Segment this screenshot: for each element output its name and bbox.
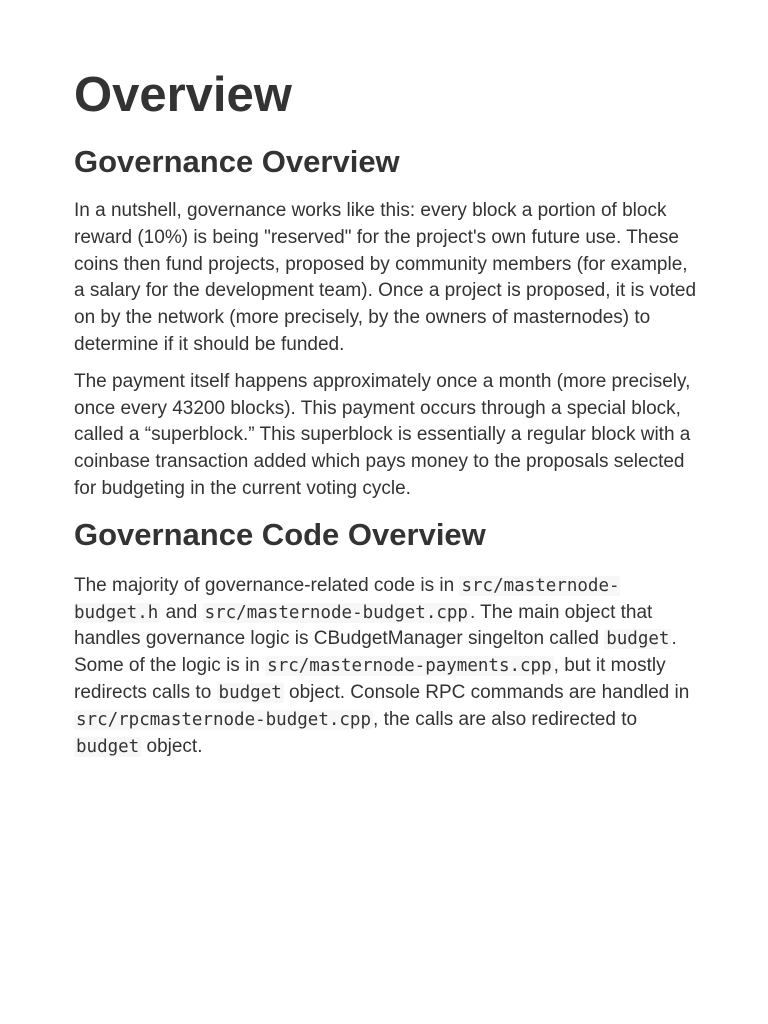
governance-code-overview-paragraph <box>74 573 698 761</box>
text-segment: , the calls are also redirected to <box>373 708 638 730</box>
page-title: Overview <box>74 68 292 122</box>
text-segment: . Some of the logic is in <box>74 628 677 677</box>
text-segment: and <box>160 601 203 623</box>
code-budget: budget <box>76 736 140 757</box>
code-budget: budget <box>606 629 670 650</box>
governance-overview-heading: Governance Overview <box>74 144 400 179</box>
text-segment: . The main object that handles governance logic is CBudgetManager singelton called <box>74 601 653 650</box>
code-masternode-budget-cpp: src/masternode-budget.cpp <box>204 602 468 623</box>
code-masternode-budget-h: src/masternode-budget.h <box>74 575 620 623</box>
text-segment: object. Console RPC commands are handled in <box>283 681 690 703</box>
text-segment: , but it mostly redirects calls to <box>74 655 666 703</box>
text-segment: The majority of governance-related code is in <box>74 574 460 596</box>
governance-overview-paragraph-2: The payment itself happens approximately once a month (more precisely, once every 43200 blocks). This payment occurs through a special block, called a “superblock.” This superblock is essentially a regular block with a coinbase transaction added which pays money to the proposals selected for budgeting in the current voting cycle. <box>74 370 691 499</box>
code-masternode-payments-cpp: src/masternode-payments.cpp <box>267 656 552 677</box>
code-budget: budget <box>218 682 282 703</box>
governance-code-overview-heading: Governance Code Overview <box>74 516 486 552</box>
text-segment: object. <box>141 735 203 757</box>
governance-overview-paragraph-1: In a nutshell, governance works like this: every block a portion of block reward (10%) is being "reserved" for the project's own future use. These coins then fund projects, proposed by community members (for example, a salary for the development team). Once a project is proposed, it is voted on by the network (more precisely, by the owners of masternodes) to determine if it should be funded. <box>74 200 697 355</box>
code-rpcmasternode-budget-cpp: src/rpcmasternode-budget.cpp <box>76 709 372 730</box>
